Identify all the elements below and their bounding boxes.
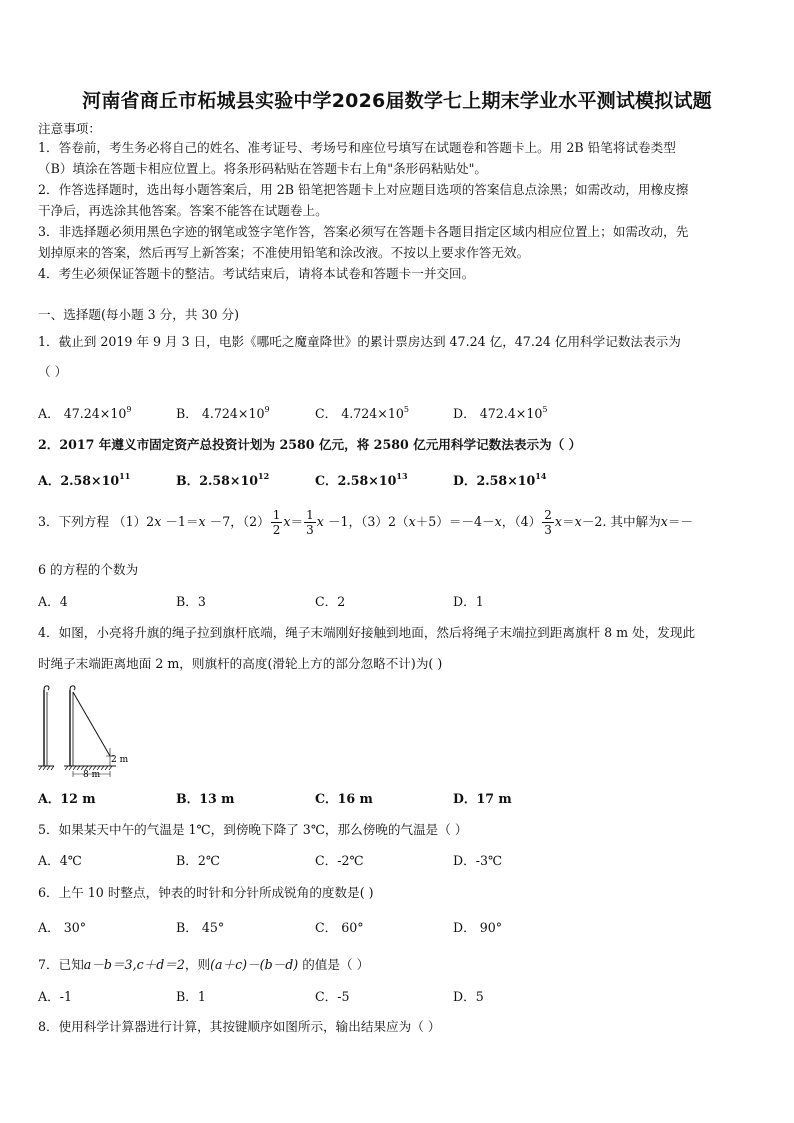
option-b: B．1 (176, 989, 206, 1004)
option-d: D． $472.4\times 10^5$ (453, 405, 548, 421)
question-3-stem: 3．下列方程 （1）2x －1＝x －7，（2） $\frac{1}{2}$ x＝ $\frac{1}{3}$ x －1，（3）2（x＋5）＝－4－x，（4） $\frac{2}{3}$ x＝x－2. 其中解为x＝－ (38, 508, 694, 537)
option-d: D．1 (453, 594, 484, 609)
notice-line: 2．作答选择题时，选出每小题答案后，用 2B 铅笔把答题卡上对应题目选项的答案信息点涂黑；如需改动，用橡皮擦 (38, 182, 689, 197)
question-5-stem: 5．如果某天中午的气温是 1℃，到傍晚下降了 3℃，那么傍晚的气温是（ ） (38, 822, 468, 837)
option-a: A． $47.24\times 10^9$ (38, 405, 132, 421)
option-c: C． $4.724\times 10^5$ (315, 405, 409, 421)
option-b: B．2℃ (176, 853, 220, 868)
option-a: A．-1 (38, 989, 72, 1004)
notice-heading: 注意事项： (38, 121, 101, 136)
fraction: $\frac{1}{3}$ (306, 508, 314, 537)
option-a: A．4 (38, 594, 68, 609)
option-c: C．16 m (315, 791, 373, 806)
notice-line: （B）填涂在答题卡相应位置上。将条形码粘贴在答题卡右上角"条形码粘贴处"。 (38, 161, 488, 176)
question-2-stem: 2．2017 年遵义市固定资产总投资计划为 2580 亿元，将 2580 亿元用科学记数法表示为（ ） (38, 437, 582, 452)
label-2m: 2 m (111, 755, 129, 765)
notice-line: 4．考生必须保证答题卡的整洁。考试结束后，请将本试卷和答题卡一并交回。 (38, 266, 475, 281)
option-a: A．12 m (38, 791, 96, 806)
fraction: $\frac{2}{3}$ (544, 508, 552, 537)
question-1-blank: （ ） (38, 364, 68, 379)
notice-line: 划掉原来的答案，然后再写上新答案；不准使用铅笔和涂改液。不按以上要求作答无效。 (38, 245, 530, 260)
option-c: C．-2℃ (315, 853, 364, 868)
notice-line: 干净后，再选涂其他答案。答案不能答在试题卷上。 (38, 203, 328, 218)
option-c: C． 60° (315, 920, 364, 935)
question-4-stem: 4．如图，小亮将升旗的绳子拉到旗杆底端，绳子末端刚好接触到地面，然后将绳子末端拉到距离旗杆 8 m 处，发现此 (38, 625, 696, 640)
option-a: A．4℃ (38, 853, 82, 868)
option-b: B．$2.58\times 10^{12}$ (176, 471, 270, 488)
question-8-stem: 8．使用科学计算器进行计算，其按键顺序如图所示，输出结果应为（ ） (38, 1019, 441, 1034)
question-1-stem: 1．截止到 2019 年 9 月 3 日，电影《哪吒之魔童降世》的累计票房达到 47.24 亿，47.24 亿用科学记数法表示为 (38, 334, 681, 349)
question-6-stem: 6．上午 10 时整点，钟表的时针和分针所成锐角的度数是( ) (38, 885, 374, 900)
question-4-stem: 时绳子末端距离地面 2 m，则旗杆的高度(滑轮上方的部分忽略不计)为( ) (38, 656, 443, 671)
flagpole-right (64, 686, 116, 777)
option-a: A．$2.58\times 10^{11}$ (38, 471, 131, 488)
option-a: A． 30° (38, 920, 87, 935)
option-c: C．$2.58\times 10^{13}$ (315, 471, 408, 488)
page-title: 河南省商丘市柘城县实验中学2026届数学七上期末学业水平测试模拟试题 (82, 90, 712, 112)
notice-line: 1．答卷前，考生务必将自己的姓名、准考证号、考场号和座位号填写在试题卷和答题卡上。用 2B 铅笔将试卷类型 (38, 140, 676, 155)
flagpole-figure (36, 682, 132, 780)
option-d: D．$2.58\times 10^{14}$ (453, 471, 547, 488)
section-heading: 一、选择题(每小题 3 分，共 30 分) (38, 307, 240, 322)
option-d: D．5 (453, 989, 484, 1004)
option-d: D． 90° (453, 920, 503, 935)
option-b: B．13 m (176, 791, 235, 806)
option-b: B． $4.724\times 10^9$ (176, 405, 270, 421)
option-d: D．-3℃ (453, 853, 503, 868)
option-c: C．2 (315, 594, 346, 609)
label-8m: 8 m (83, 770, 101, 780)
option-c: C．-5 (315, 989, 350, 1004)
notice-line: 3．非选择题必须用黑色字迹的钢笔或签字笔作答，答案必须写在答题卡各题目指定区域内相应位置上；如需改动，先 (38, 224, 689, 239)
option-d: D．17 m (453, 791, 512, 806)
fraction: $\frac{1}{2}$ (272, 508, 281, 537)
question-3-continuation: 6 的方程的个数为 (38, 562, 139, 577)
flagpole-left (38, 686, 54, 770)
question-7-stem: 7．已知a－b＝3,c＋d＝2，则(a＋c)－(b－d) 的值是（ ） (38, 957, 370, 972)
option-b: B． 45° (176, 920, 225, 935)
option-b: B．3 (176, 594, 206, 609)
